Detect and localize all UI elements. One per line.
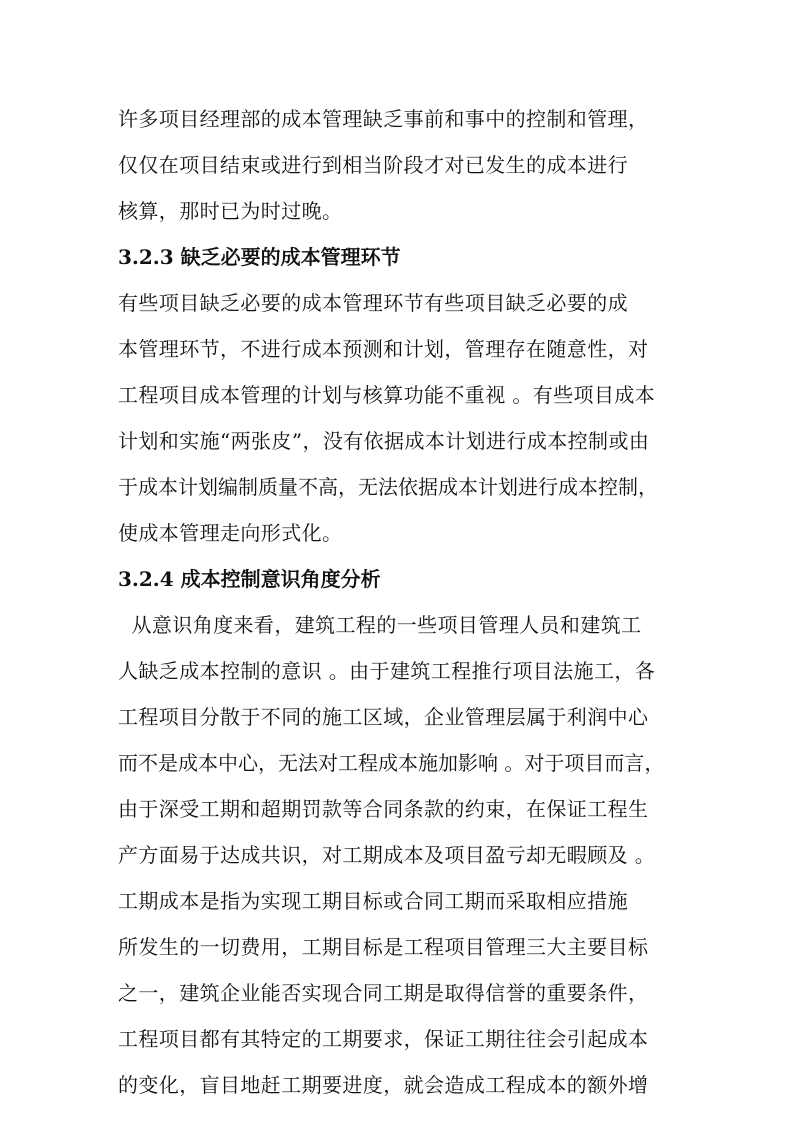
paragraph-line: 本管理环节，不进行成本预测和计划，管理存在随意性，对 <box>118 337 649 361</box>
paragraph-line: 有些项目缺乏必要的成本管理环节有些项目缺乏必要的成 <box>118 291 628 315</box>
paragraph-line: 工期成本是指为实现工期目标或合同工期而采取相应措施 <box>118 889 628 913</box>
paragraph-line: 计划和实施“两张皮”，没有依据成本计划进行成本控制或由 <box>118 429 650 453</box>
paragraph-line: 使成本管理走向形式化。 <box>118 521 343 545</box>
paragraph-line: 许多项目经理部的成本管理缺乏事前和事中的控制和管理， <box>118 107 649 131</box>
paragraph-line: 之一，建筑企业能否实现合同工期是取得信誉的重要条件， <box>118 981 649 1005</box>
paragraph-line: 产方面易于达成共识，对工期成本及项目盈亏却无暇顾及 。 <box>118 843 656 867</box>
paragraph-line: 工程项目分散于不同的施工区域，企业管理层属于利润中心 <box>118 705 649 729</box>
paragraph-line: 于成本计划编制质量不高，无法依据成本计划进行成本控制， <box>118 475 658 499</box>
paragraph-line: 核算，那时已为时过晚。 <box>118 199 343 223</box>
paragraph-line: 而不是成本中心，无法对工程成本施加影响 。对于项目而言， <box>118 751 665 775</box>
paragraph-line: 所发生的一切费用，工期目标是工程项目管理三大主要目标 <box>118 935 649 959</box>
paragraph-line: 工程项目都有其特定的工期要求，保证工期往往会引起成本 <box>118 1027 649 1051</box>
paragraph-line: 的变化，盲目地赶工期要进度，就会造成工程成本的额外增 <box>118 1073 649 1097</box>
paragraph-line: 从意识角度来看，建筑工程的一些项目管理人员和建筑工 <box>118 613 642 637</box>
document-body <box>118 96 678 1108</box>
paragraph-line: 人缺乏成本控制的意识 。由于建筑工程推行项目法施工，各 <box>118 659 656 683</box>
section-heading-3-2-4: 3.2.4 成本控制意识角度分析 <box>118 567 381 591</box>
paragraph-line: 仅仅在项目结束或进行到相当阶段才对已发生的成本进行 <box>118 153 628 177</box>
paragraph-line: 工程项目成本管理的计划与核算功能不重视 。有些项目成本 <box>118 383 656 407</box>
section-heading-3-2-3: 3.2.3 缺乏必要的成本管理环节 <box>118 245 401 269</box>
paragraph-line: 由于深受工期和超期罚款等合同条款的约束，在保证工程生 <box>118 797 649 821</box>
